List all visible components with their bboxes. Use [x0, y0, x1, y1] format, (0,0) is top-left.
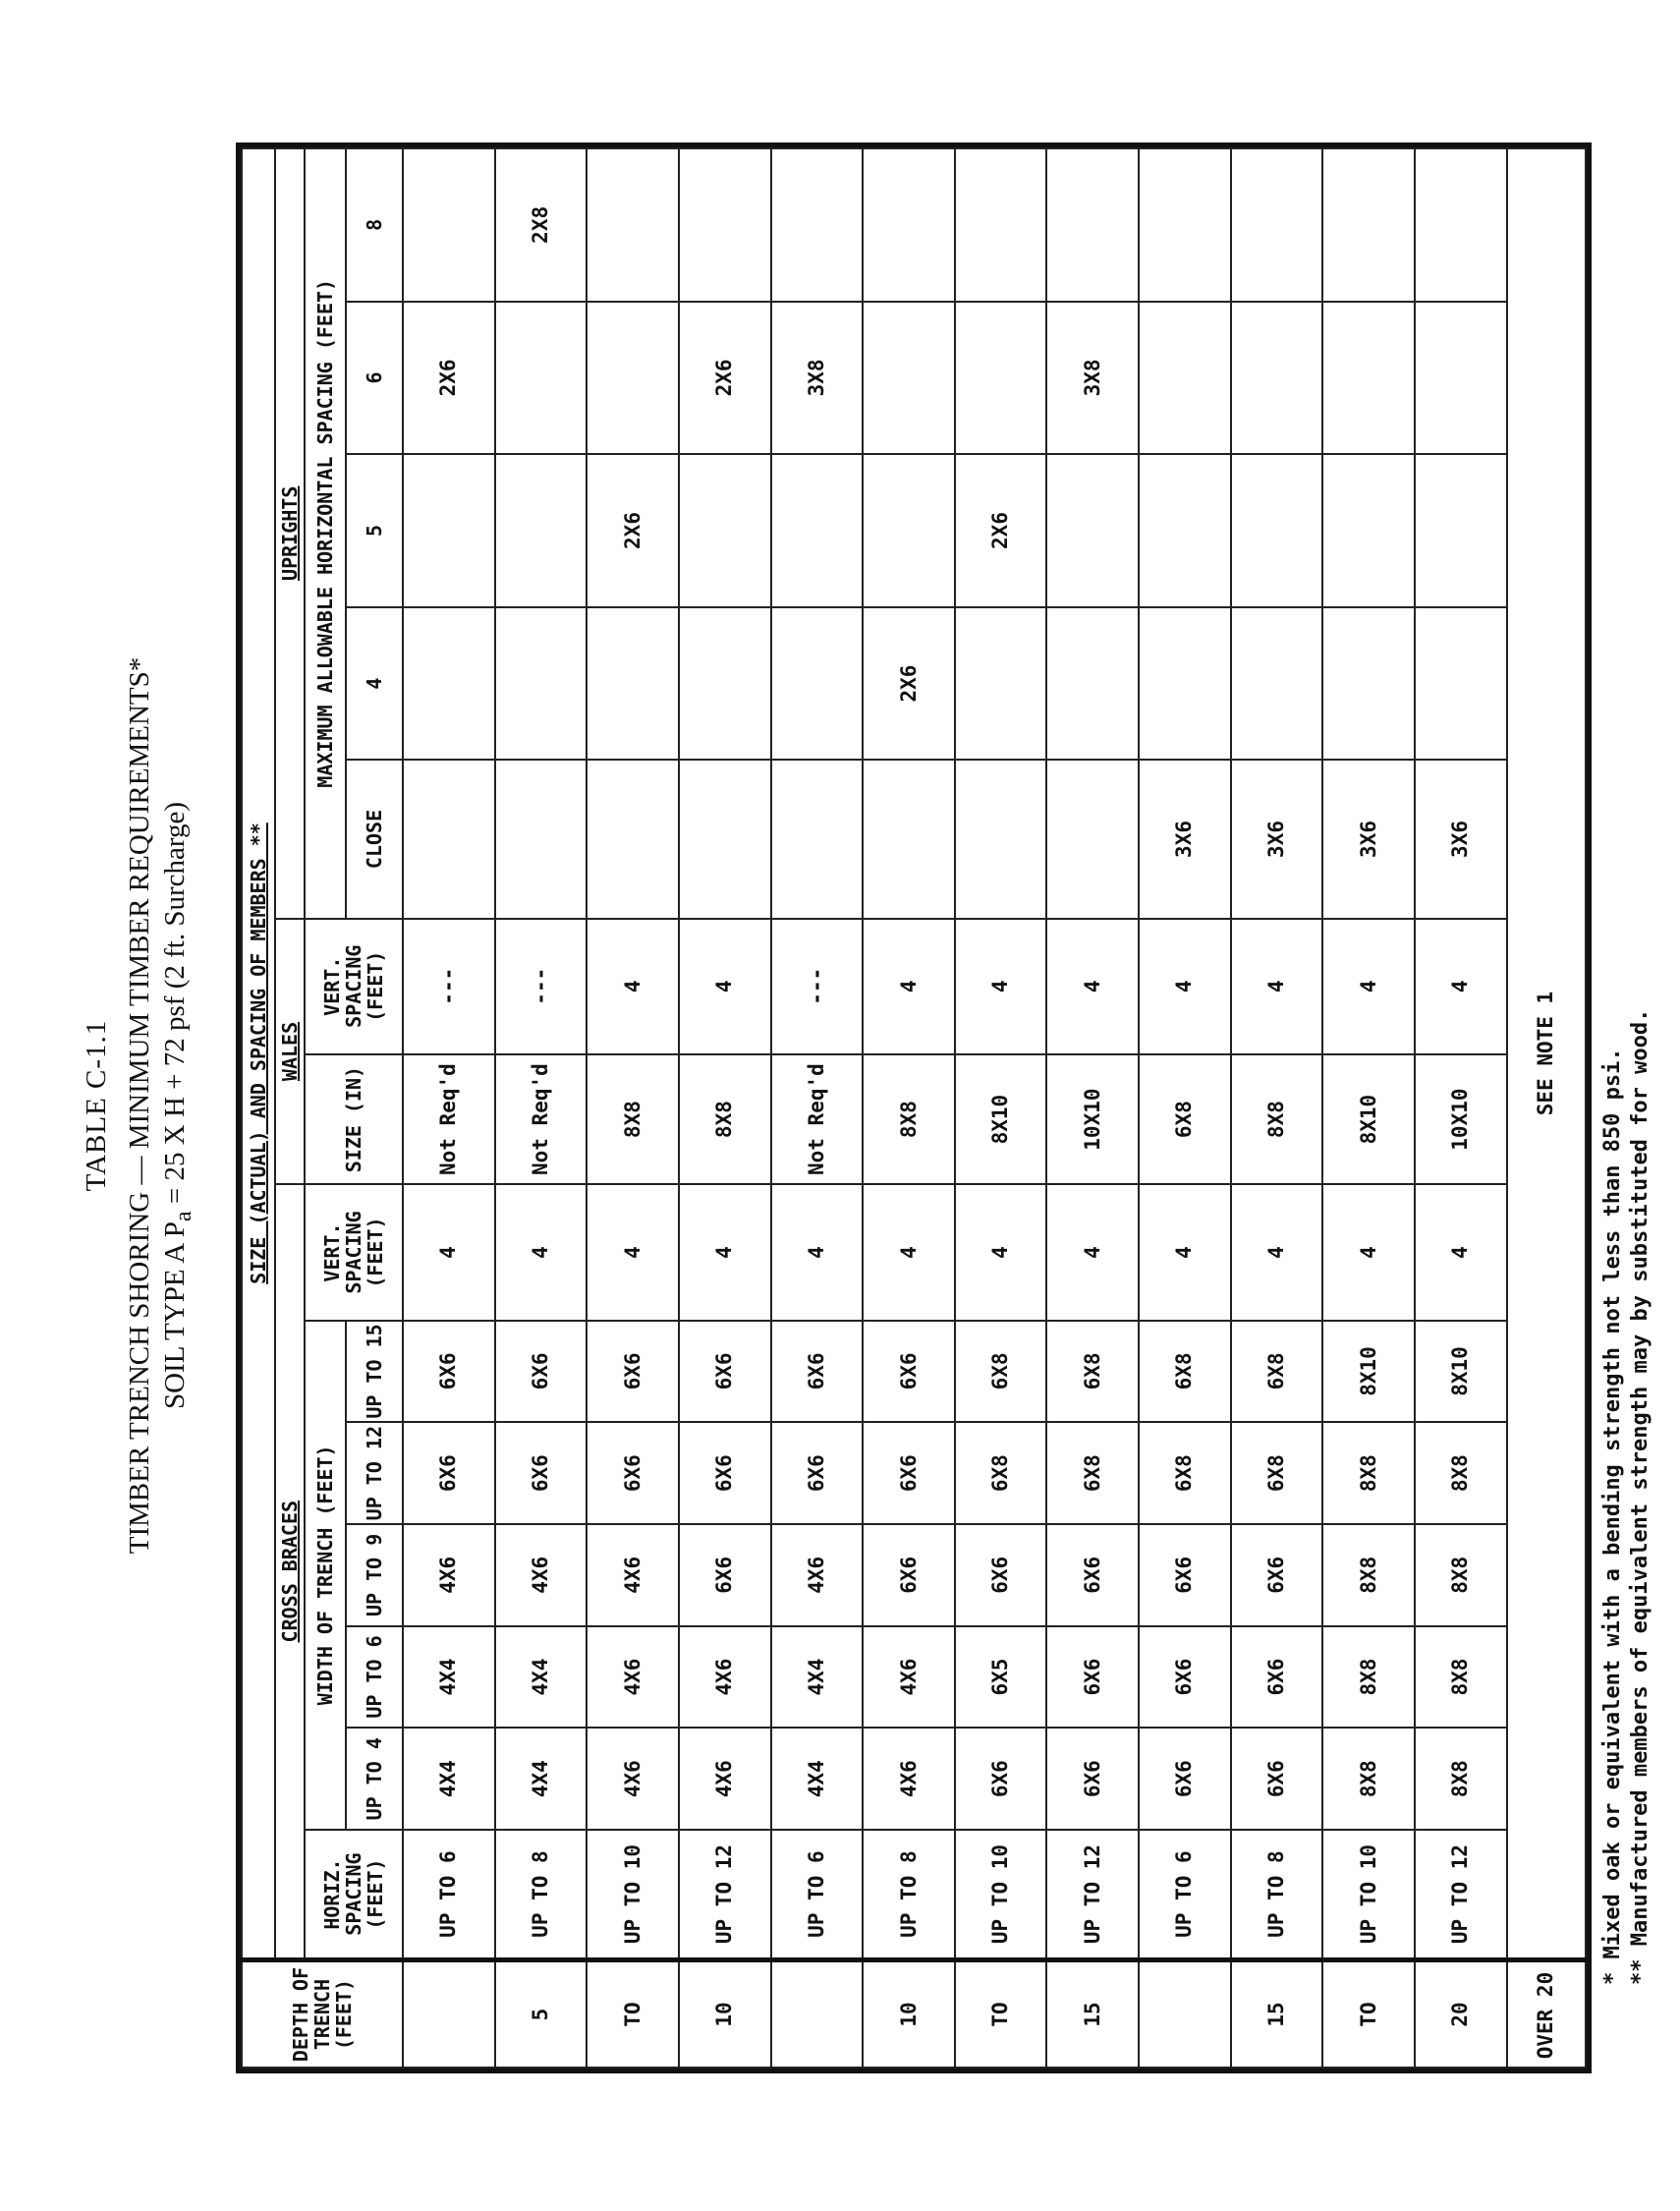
wales-vert-cell: --- — [771, 919, 864, 1054]
wales-vert-cell: 4 — [1231, 919, 1323, 1054]
upright-6-cell — [955, 302, 1047, 455]
width-6-cell: 4X6 — [863, 1626, 955, 1729]
soil-type-formula — [157, 0, 201, 2211]
table-row — [863, 148, 955, 2068]
upright-close-cell — [587, 760, 679, 918]
upright-col-header: CLOSE — [346, 760, 403, 918]
soil-type-prefix: SOIL TYPE A P — [159, 1221, 191, 1410]
horiz-spacing-cell: UP TO 8 — [1231, 1830, 1323, 1960]
wales-size-cell: 10X10 — [1415, 1054, 1507, 1185]
width-9-cell: 8X8 — [1322, 1524, 1415, 1626]
upright-5-cell: 2X6 — [955, 454, 1047, 607]
depth-cell — [771, 1960, 864, 2068]
horiz-spacing-header: HORIZ. SPACING (FEET) — [305, 1830, 403, 1960]
wales-size-cell: 8X8 — [1231, 1054, 1323, 1185]
width-4-cell: 4X6 — [679, 1728, 771, 1830]
upright-close-cell — [679, 760, 771, 918]
depth-cell: 5 — [495, 1960, 588, 2068]
upright-4-cell — [403, 607, 495, 761]
table-row — [403, 148, 495, 2068]
upright-close-cell — [1046, 760, 1139, 918]
horiz-spacing-cell: UP TO 12 — [1046, 1830, 1139, 1960]
width-6-cell: 4X4 — [495, 1626, 588, 1729]
depth-cell: TO — [955, 1960, 1047, 2068]
width-col-header: UP TO 9 — [346, 1524, 403, 1626]
horiz-spacing-cell: UP TO 10 — [955, 1830, 1047, 1960]
upright-close-cell — [955, 760, 1047, 918]
footnotes — [1599, 1009, 1654, 1985]
table-row — [1046, 148, 1139, 2068]
depth-cell — [1139, 1960, 1231, 2068]
width-9-cell: 6X6 — [679, 1524, 771, 1626]
upright-5-cell — [1046, 454, 1139, 607]
upright-4-cell — [1139, 607, 1231, 761]
shoring-table — [241, 147, 1587, 2069]
cross-brace-vert-cell: 4 — [587, 1184, 679, 1320]
width-12-cell: 6X6 — [587, 1422, 679, 1524]
width-4-cell: 4X4 — [403, 1728, 495, 1830]
width-9-cell: 8X8 — [1415, 1524, 1507, 1626]
upright-4-cell — [679, 607, 771, 761]
upright-col-header: 6 — [346, 302, 403, 455]
width-4-cell: 4X4 — [771, 1728, 864, 1830]
table-title-block — [79, 0, 201, 2211]
width-9-cell: 6X6 — [1231, 1524, 1323, 1626]
width-6-cell: 4X6 — [587, 1626, 679, 1729]
upright-6-cell — [1139, 302, 1231, 455]
wales-size-cell: Not Req'd — [771, 1054, 864, 1185]
upright-close-cell — [863, 760, 955, 918]
depth-cell: 10 — [679, 1960, 771, 2068]
wales-size-cell: 8X8 — [679, 1054, 771, 1185]
width-6-cell: 4X4 — [771, 1626, 864, 1729]
width-15-cell: 6X8 — [1139, 1321, 1231, 1423]
width-15-cell: 6X6 — [771, 1321, 864, 1423]
horiz-spacing-cell: UP TO 10 — [587, 1830, 679, 1960]
width-12-cell: 6X8 — [1046, 1422, 1139, 1524]
width-15-cell: 6X8 — [1231, 1321, 1323, 1423]
upright-4-cell — [1231, 607, 1323, 761]
wales-vert-cell: --- — [403, 919, 495, 1054]
width-6-cell: 6X6 — [1046, 1626, 1139, 1729]
see-note-cell: SEE NOTE 1 — [1507, 148, 1586, 1960]
wales-vert-cell: 4 — [955, 919, 1047, 1054]
width-12-cell: 6X6 — [863, 1422, 955, 1524]
upright-6-cell: 2X6 — [403, 302, 495, 455]
width-15-cell: 6X6 — [495, 1321, 588, 1423]
upright-close-cell — [403, 760, 495, 918]
width-6-cell: 6X6 — [1139, 1626, 1231, 1729]
width-4-cell: 4X4 — [495, 1728, 588, 1830]
cross-brace-vert-cell: 4 — [1046, 1184, 1139, 1320]
horiz-spacing-cell: UP TO 12 — [679, 1830, 771, 1960]
width-15-cell: 6X6 — [587, 1321, 679, 1423]
wales-vert-cell: --- — [495, 919, 588, 1054]
table-number: TABLE C-1.1 — [81, 1019, 112, 1192]
shoring-table-frame — [236, 142, 1592, 2073]
cross-brace-vert-cell: 4 — [771, 1184, 864, 1320]
upright-6-cell: 3X8 — [1046, 302, 1139, 455]
wales-vert-cell: 4 — [679, 919, 771, 1054]
upright-close-cell: 3X6 — [1415, 760, 1507, 918]
wales-size-cell: 8X10 — [1322, 1054, 1415, 1185]
depth-header: DEPTH OF TRENCH (FEET) — [242, 1960, 403, 2068]
width-4-cell: 4X6 — [587, 1728, 679, 1830]
footnote-manufactured-members: ** Manufactured members of equivalent strength may by substituted for wood. — [1628, 1008, 1652, 1985]
upright-close-cell — [771, 760, 864, 918]
upright-4-cell — [1046, 607, 1139, 761]
upright-5-cell: 2X6 — [587, 454, 679, 607]
upright-col-header: 5 — [346, 454, 403, 607]
wales-vert-spacing-header: VERT. SPACING (FEET) — [305, 919, 403, 1054]
cross-brace-vert-cell: 4 — [1415, 1184, 1507, 1320]
soil-type-suffix: = 25 X H + 72 psf (2 ft. Surcharge) — [159, 801, 191, 1212]
width-9-cell: 6X6 — [1046, 1524, 1139, 1626]
wales-vert-cell: 4 — [1322, 919, 1415, 1054]
horiz-spacing-cell: UP TO 8 — [863, 1830, 955, 1960]
width-6-cell: 6X6 — [1231, 1626, 1323, 1729]
depth-cell: TO — [1322, 1960, 1415, 2068]
width-12-cell: 6X8 — [1231, 1422, 1323, 1524]
upright-4-cell — [587, 607, 679, 761]
upright-5-cell — [1415, 454, 1507, 607]
upright-6-cell — [495, 302, 588, 455]
horiz-spacing-cell: UP TO 10 — [1322, 1830, 1415, 1960]
upright-6-cell — [1322, 302, 1415, 455]
width-col-header: UP TO 4 — [346, 1728, 403, 1830]
table-row — [587, 148, 679, 2068]
upright-4-cell — [955, 607, 1047, 761]
cross-brace-vert-cell: 4 — [403, 1184, 495, 1320]
upright-6-cell — [587, 302, 679, 455]
depth-cell: 20 — [1415, 1960, 1507, 2068]
soil-type-subscript: a — [169, 1211, 196, 1222]
upright-5-cell — [403, 454, 495, 607]
cross-brace-vert-cell: 4 — [955, 1184, 1047, 1320]
upright-4-cell — [1415, 607, 1507, 761]
upright-close-cell: 3X6 — [1322, 760, 1415, 918]
horiz-spacing-cell: UP TO 6 — [1139, 1830, 1231, 1960]
upright-8-cell — [1046, 148, 1139, 302]
width-12-cell: 8X8 — [1415, 1422, 1507, 1524]
width-9-cell: 6X6 — [955, 1524, 1047, 1626]
width-of-trench-header: WIDTH OF TRENCH (FEET) — [305, 1321, 346, 1830]
width-6-cell: 4X4 — [403, 1626, 495, 1729]
cross-brace-vert-spacing-header: VERT. SPACING (FEET) — [305, 1184, 403, 1320]
width-col-header: UP TO 15 — [346, 1321, 403, 1423]
upright-8-cell — [1139, 148, 1231, 302]
upright-4-cell — [1322, 607, 1415, 761]
width-15-cell: 6X8 — [1046, 1321, 1139, 1423]
table-row — [771, 148, 864, 2068]
upright-4-cell: 2X6 — [863, 607, 955, 761]
wales-size-cell: 8X8 — [587, 1054, 679, 1185]
table-title: TIMBER TRENCH SHORING — MINIMUM TIMBER REQUIREMENTS* — [124, 656, 155, 1555]
wales-size-cell: Not Req'd — [495, 1054, 588, 1185]
upright-8-cell: 2X8 — [495, 148, 588, 302]
uprights-header: UPRIGHTS — [275, 148, 305, 919]
width-12-cell: 8X8 — [1322, 1422, 1415, 1524]
table-row-over-20 — [1507, 148, 1586, 2068]
upright-8-cell — [1231, 148, 1323, 302]
width-col-header: UP TO 6 — [346, 1626, 403, 1729]
upright-8-cell — [771, 148, 864, 302]
cross-brace-vert-cell: 4 — [1231, 1184, 1323, 1320]
wales-vert-cell: 4 — [587, 919, 679, 1054]
upright-close-cell: 3X6 — [1231, 760, 1323, 918]
width-12-cell: 6X6 — [771, 1422, 864, 1524]
cross-brace-vert-cell: 4 — [1139, 1184, 1231, 1320]
upright-8-cell — [1415, 148, 1507, 302]
wales-vert-cell: 4 — [1139, 919, 1231, 1054]
uprights-spacing-header: MAXIMUM ALLOWABLE HORIZONTAL SPACING (FEET) — [305, 148, 346, 919]
width-9-cell: 6X6 — [863, 1524, 955, 1626]
upright-6-cell — [1415, 302, 1507, 455]
table-row — [495, 148, 588, 2068]
upright-6-cell — [863, 302, 955, 455]
width-12-cell: 6X6 — [679, 1422, 771, 1524]
width-9-cell: 4X6 — [771, 1524, 864, 1626]
width-4-cell: 4X6 — [863, 1728, 955, 1830]
width-4-cell: 6X6 — [1231, 1728, 1323, 1830]
width-6-cell: 8X8 — [1322, 1626, 1415, 1729]
upright-5-cell — [863, 454, 955, 607]
cross-brace-vert-cell: 4 — [495, 1184, 588, 1320]
wales-header: WALES — [275, 919, 305, 1185]
width-15-cell: 6X6 — [679, 1321, 771, 1423]
wales-vert-cell: 4 — [863, 919, 955, 1054]
upright-8-cell — [587, 148, 679, 302]
width-15-cell: 6X6 — [863, 1321, 955, 1423]
upright-6-cell: 2X6 — [679, 302, 771, 455]
cross-braces-header: CROSS BRACES — [275, 1184, 305, 1959]
width-6-cell: 8X8 — [1415, 1626, 1507, 1729]
horiz-spacing-cell: UP TO 12 — [1415, 1830, 1507, 1960]
depth-cell — [403, 1960, 495, 2068]
wales-size-cell: 10X10 — [1046, 1054, 1139, 1185]
wales-vert-cell: 4 — [1415, 919, 1507, 1054]
width-4-cell: 6X6 — [1139, 1728, 1231, 1830]
wales-size-cell: 8X10 — [955, 1054, 1047, 1185]
upright-4-cell — [495, 607, 588, 761]
table-row — [1139, 148, 1231, 2068]
upright-close-cell — [495, 760, 588, 918]
width-9-cell: 4X6 — [403, 1524, 495, 1626]
upright-5-cell — [1139, 454, 1231, 607]
width-4-cell: 6X6 — [1046, 1728, 1139, 1830]
upright-8-cell — [679, 148, 771, 302]
table-row — [955, 148, 1047, 2068]
width-9-cell: 4X6 — [587, 1524, 679, 1626]
horiz-spacing-cell: UP TO 6 — [771, 1830, 864, 1960]
horiz-spacing-cell: UP TO 6 — [403, 1830, 495, 1960]
width-12-cell: 6X6 — [495, 1422, 588, 1524]
wales-size-cell: 8X8 — [863, 1054, 955, 1185]
width-9-cell: 6X6 — [1139, 1524, 1231, 1626]
width-15-cell: 6X6 — [403, 1321, 495, 1423]
wales-size-cell: Not Req'd — [403, 1054, 495, 1185]
depth-cell: 15 — [1231, 1960, 1323, 2068]
depth-cell: 15 — [1046, 1960, 1139, 2068]
width-6-cell: 4X6 — [679, 1626, 771, 1729]
upright-6-cell: 3X8 — [771, 302, 864, 455]
upright-close-cell: 3X6 — [1139, 760, 1231, 918]
upright-5-cell — [771, 454, 864, 607]
upright-8-cell — [1322, 148, 1415, 302]
upright-8-cell — [863, 148, 955, 302]
upright-col-header: 8 — [346, 148, 403, 302]
wales-size-header: SIZE (IN) — [305, 1054, 403, 1185]
width-12-cell: 6X8 — [955, 1422, 1047, 1524]
width-15-cell: 8X10 — [1415, 1321, 1507, 1423]
depth-cell-over-20: OVER 20 — [1507, 1960, 1586, 2068]
width-4-cell: 6X6 — [955, 1728, 1047, 1830]
width-12-cell: 6X8 — [1139, 1422, 1231, 1524]
width-4-cell: 8X8 — [1322, 1728, 1415, 1830]
width-15-cell: 6X8 — [955, 1321, 1047, 1423]
width-6-cell: 6X5 — [955, 1626, 1047, 1729]
depth-cell: 10 — [863, 1960, 955, 2068]
wales-vert-cell: 4 — [1046, 919, 1139, 1054]
shoring-table-body — [403, 148, 1586, 2068]
footnote-wood-strength: * Mixed oak or equivalent with a bending strength not less than 850 psi. — [1600, 1048, 1625, 1985]
upright-5-cell — [495, 454, 588, 607]
width-15-cell: 8X10 — [1322, 1321, 1415, 1423]
width-12-cell: 6X6 — [403, 1422, 495, 1524]
upright-5-cell — [1322, 454, 1415, 607]
cross-brace-vert-cell: 4 — [1322, 1184, 1415, 1320]
upright-4-cell — [771, 607, 864, 761]
upright-5-cell — [1231, 454, 1323, 607]
width-col-header: UP TO 12 — [346, 1422, 403, 1524]
table-row — [679, 148, 771, 2068]
horiz-spacing-cell: UP TO 8 — [495, 1830, 588, 1960]
upright-6-cell — [1231, 302, 1323, 455]
depth-cell: TO — [587, 1960, 679, 2068]
cross-brace-vert-cell: 4 — [863, 1184, 955, 1320]
width-9-cell: 4X6 — [495, 1524, 588, 1626]
wales-size-cell: 6X8 — [1139, 1054, 1231, 1185]
size-spacing-header: SIZE (ACTUAL) AND SPACING OF MEMBERS ** — [242, 148, 275, 1960]
cross-brace-vert-cell: 4 — [679, 1184, 771, 1320]
upright-col-header: 4 — [346, 607, 403, 761]
upright-8-cell — [403, 148, 495, 302]
table-row — [1231, 148, 1323, 2068]
upright-5-cell — [679, 454, 771, 607]
table-row — [1322, 148, 1415, 2068]
upright-8-cell — [955, 148, 1047, 302]
width-4-cell: 8X8 — [1415, 1728, 1507, 1830]
table-row — [1415, 148, 1507, 2068]
